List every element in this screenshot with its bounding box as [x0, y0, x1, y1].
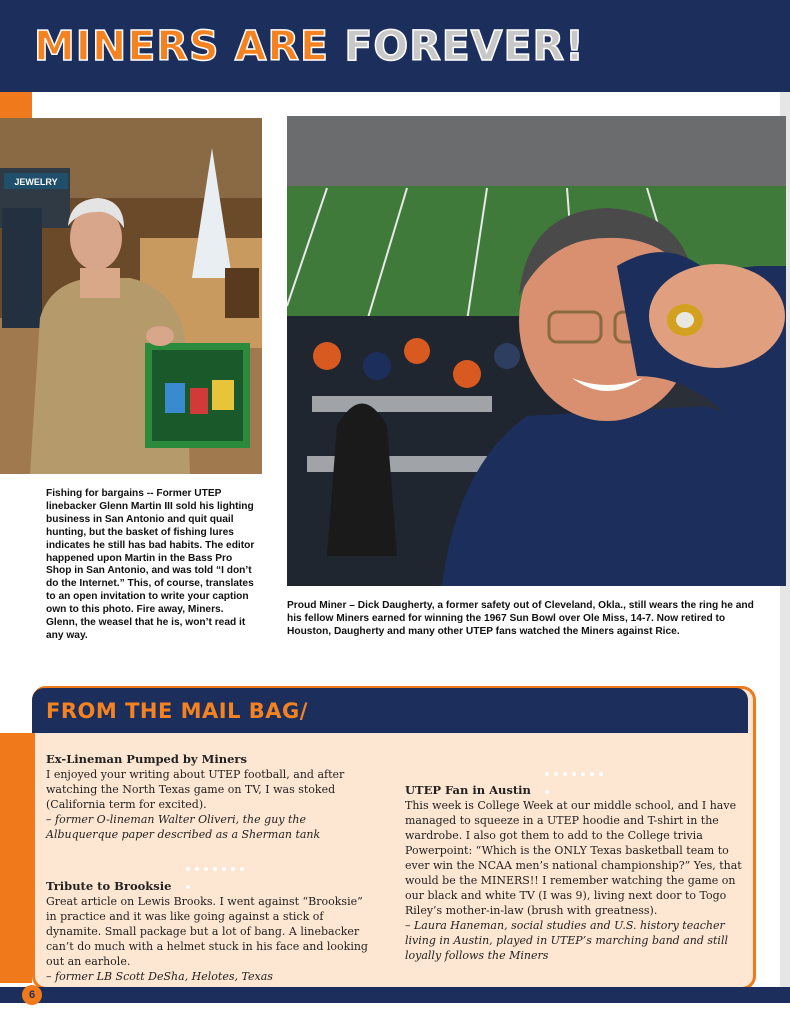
- letter-heading: Tribute to Brooksie: [46, 879, 172, 893]
- page-number: 6: [22, 985, 42, 1005]
- caption-left: Fishing for bargains -- Former UTEP linebacker Glenn Martin III sold his lighting business in San Antonio and quit quail hunting, but the basket of fishing lures indicates he still has bad habits. The editor happened upon Martin in the Bass Pro Shop in San Antonio, and was told “I don’t do the Internet.” This, of course, translates to an open invitation to write your caption own to this photo. Fire away, Miners. Glenn, the weasel that he is, won’t read it any way.: [46, 488, 255, 641]
- letter-heading: UTEP Fan in Austin: [405, 783, 531, 797]
- letter-ex-lineman: [46, 752, 376, 842]
- letter-body: Great article on Lewis Brooks. I went against “Brooksie” in practice and it was like going against a stick of dynamite. Small package but a lot of bang. A linebacker can’t do much with a helmet stuck in his face and looking out an earhole.: [46, 895, 368, 968]
- letter-body: I enjoyed your writing about UTEP football, and after watching the North Texas game on TV, I was stoked (California term for excited).: [46, 768, 345, 811]
- page-title: [34, 16, 585, 76]
- title-part-1: MINERS ARE: [34, 22, 330, 70]
- orange-accent-tab: [0, 92, 32, 118]
- caption-right: Proud Miner – Dick Daugherty, a former safety out of Cleveland, Okla., still wears the ring he and his fellow Miners earned for winning the 1967 Sun Bowl over Ole Miss, 14-7. Now retired to Houston, Daugherty and many other UTEP fans watched the Miners against Rice.: [287, 600, 754, 637]
- letter-brooksie: [46, 879, 376, 984]
- photo-glenn-martin: [0, 118, 262, 474]
- letter-heading: Ex-Lineman Pumped by Miners: [46, 752, 247, 766]
- letter-signature: – former O-lineman Walter Oliveri, the guy the Albuquerque paper described as a Sherman tank: [46, 813, 321, 841]
- title-part-2: FOREVER!: [344, 22, 585, 70]
- letter-signature: – Laura Haneman, social studies and U.S. history teacher living in Austin, played in UTEP’s marching band and still loyally follows the Miners: [405, 919, 728, 962]
- letter-body: This week is College Week at our middle school, and I have managed to squeeze in a UTEP hoodie and T-shirt in the wardrobe. I also got them to add to the College trivia Powerpoint: “Which is the ONLY Texas basketball team to ever win the NCAA men’s national championship?” Yes, that would be the MINERS!! I remember watching the game on our black and white TV (I was 9), living next door to Togo Riley’s mother-in-law (brush with greatness).: [405, 799, 742, 917]
- mailbag-side-accent: [0, 733, 32, 983]
- mailbag-title: FROM THE MAIL BAG/: [46, 699, 308, 723]
- letter-signature: – former LB Scott DeSha, Helotes, Texas: [46, 970, 273, 983]
- photo-dick-daugherty: [287, 116, 786, 586]
- separator-dots: [545, 763, 615, 769]
- footer-bar: [0, 987, 790, 1003]
- separator-dots: [186, 858, 256, 864]
- letter-austin: [405, 783, 745, 963]
- jewelry-sign-text: JEWELRY: [14, 177, 58, 187]
